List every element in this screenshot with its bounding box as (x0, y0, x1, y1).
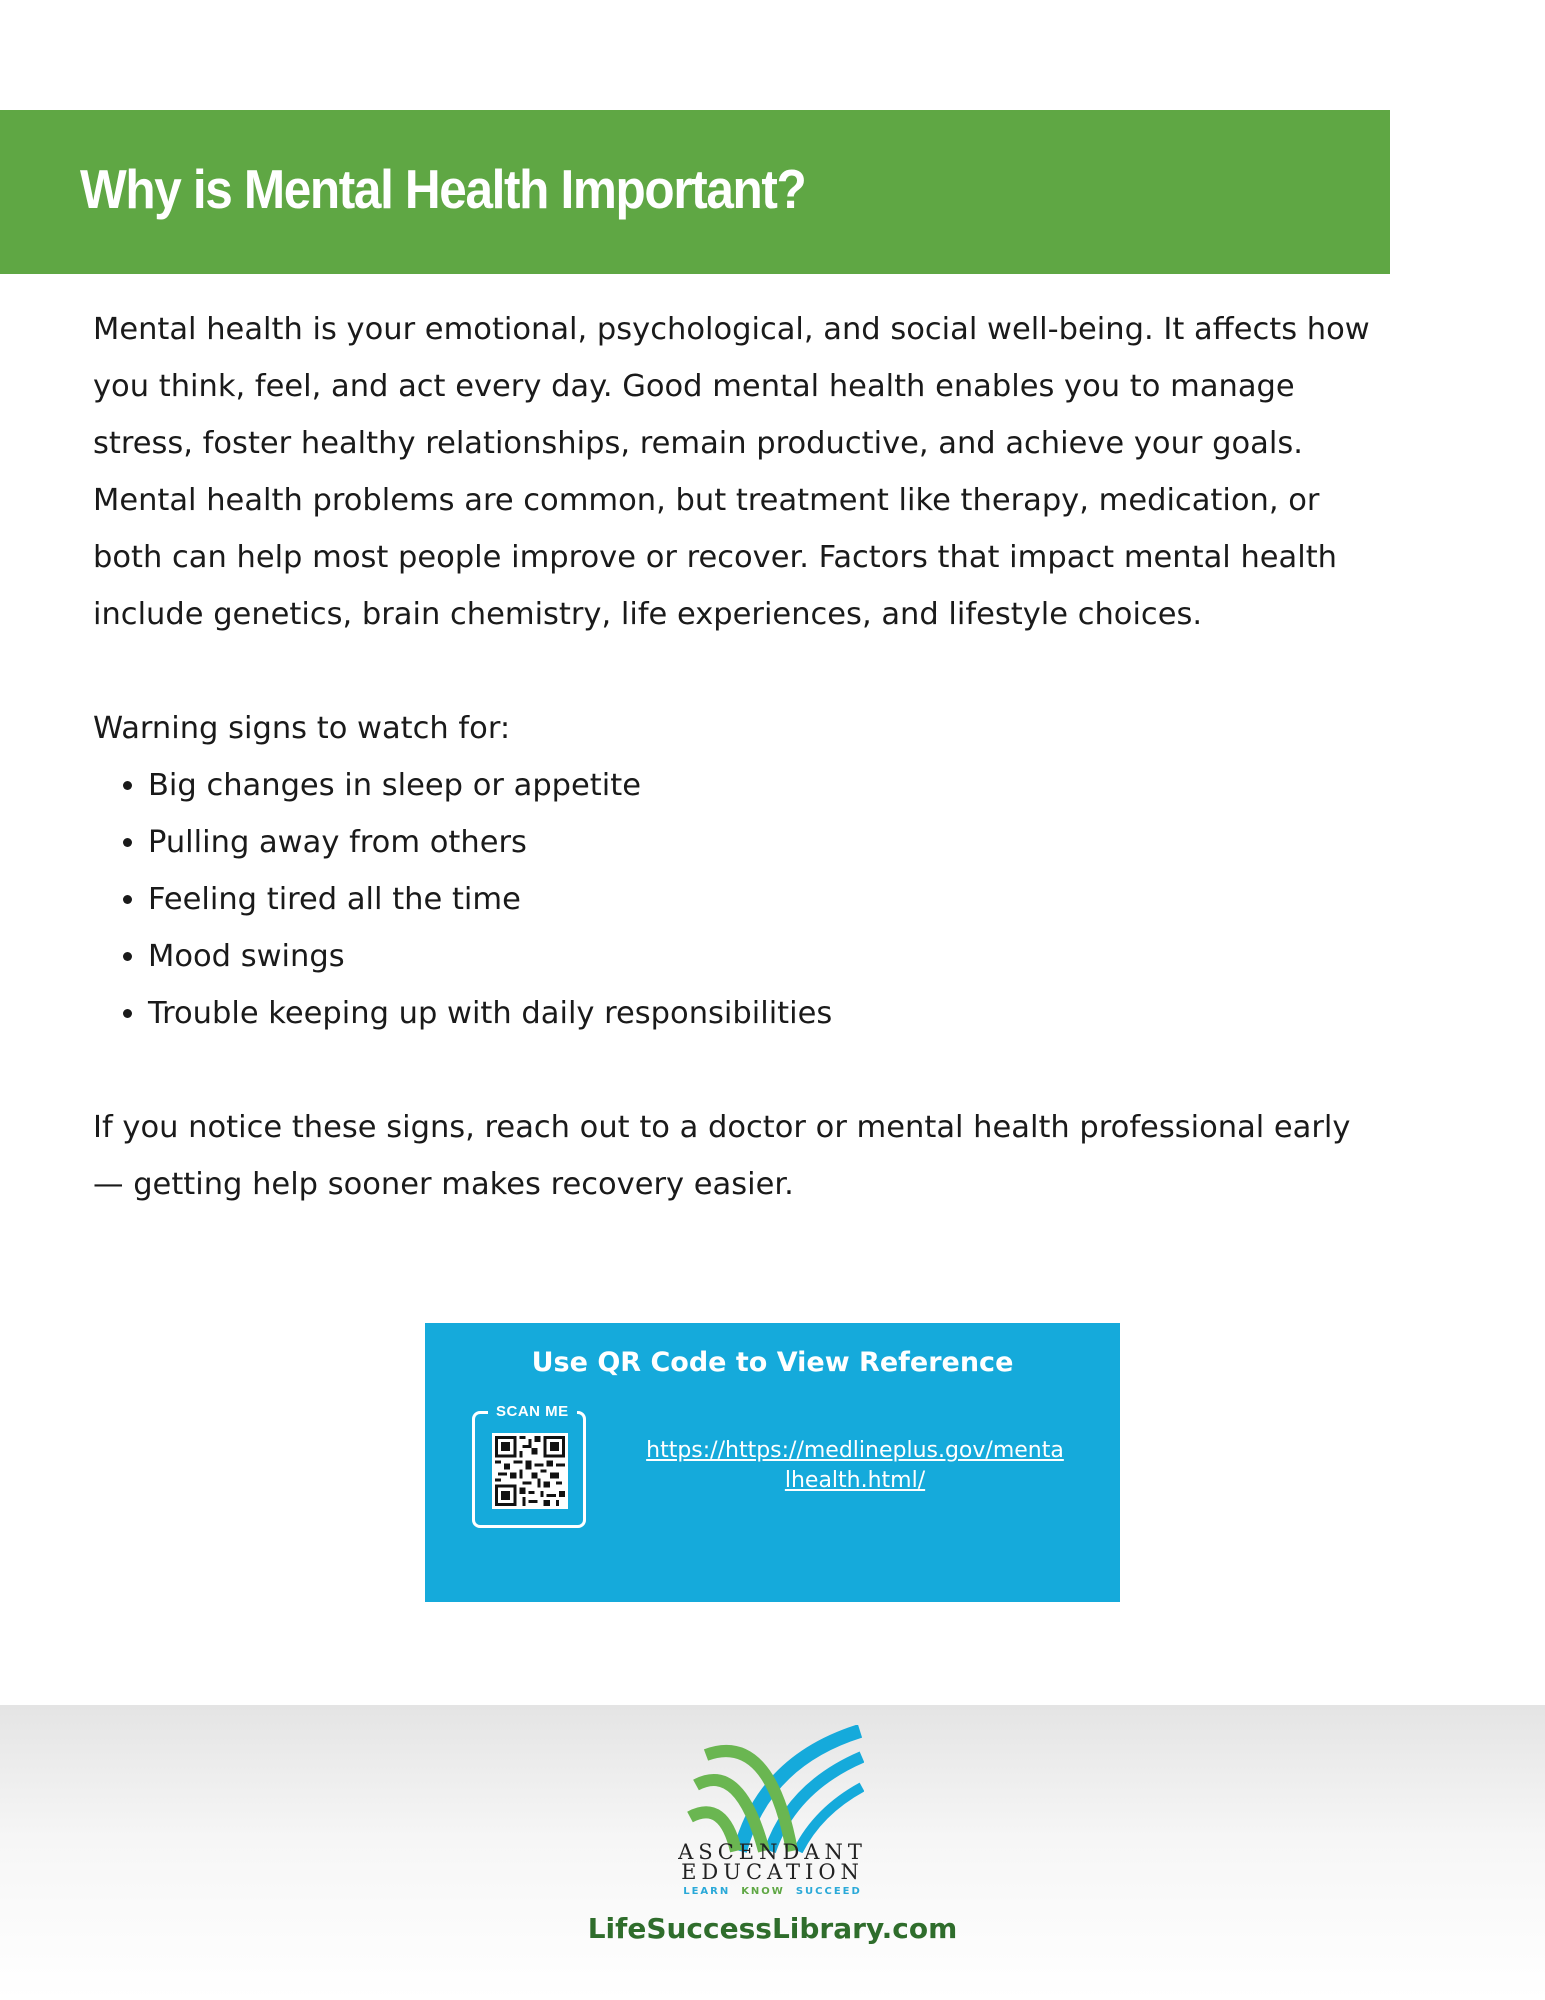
warning-heading: Warning signs to watch for: (93, 711, 511, 746)
list-item: • Pulling away from others (148, 814, 1373, 871)
logo-text-education: EDUCATION (681, 1860, 864, 1884)
reference-box (425, 1323, 1120, 1602)
list-item: • Mood swings (148, 928, 1373, 985)
list-item: • Trouble keeping up with daily responsibilities (148, 985, 1373, 1042)
title-banner (0, 110, 1390, 274)
scan-me-label: SCAN ME (488, 1401, 577, 1423)
logo-text-ascendant: ASCENDANT (678, 1840, 867, 1864)
list-item: • Big changes in sleep or appetite (148, 757, 1373, 814)
page-title: Why is Mental Health Important? (80, 158, 806, 220)
list-item: • Feeling tired all the time (148, 871, 1373, 928)
reference-link[interactable]: https://https://medlineplus.gov/mentalhealth.html/ (646, 1438, 1064, 1493)
spacer (93, 643, 1373, 700)
tagline-succeed: SUCCEED (795, 1886, 862, 1897)
tagline-learn: LEARN (683, 1886, 731, 1897)
reference-heading: Use QR Code to View Reference (531, 1347, 1014, 1378)
qr-frame (472, 1403, 586, 1528)
qr-code-icon[interactable] (492, 1433, 568, 1509)
closing-paragraph: If you notice these signs, reach out to a doctor or mental health professional early — getting help sooner makes recovery easier. (93, 1110, 1351, 1202)
ascendant-education-logo-icon (680, 1725, 864, 1853)
footer-website[interactable]: LifeSuccessLibrary.com (587, 1912, 958, 1945)
spacer (93, 1042, 1373, 1099)
footer (0, 1705, 1545, 2000)
tagline-know: KNOW (741, 1886, 785, 1897)
intro-paragraph: Mental health is your emotional, psychological, and social well-being. It affects how you think, feel, and act every day. Good mental health enables you to manage stress, foster healthy relationships, remain productive, and achieve your goals. Mental health problems are common, but treatment like therapy, medication, or both can help most people improve or recover. Factors that impact mental health include genetics, brain chemistry, life experiences, and lifestyle choices. (93, 312, 1370, 632)
logo-tagline (0, 1886, 1545, 1897)
main-content (93, 301, 1373, 1213)
warning-signs-list (93, 757, 1373, 1042)
